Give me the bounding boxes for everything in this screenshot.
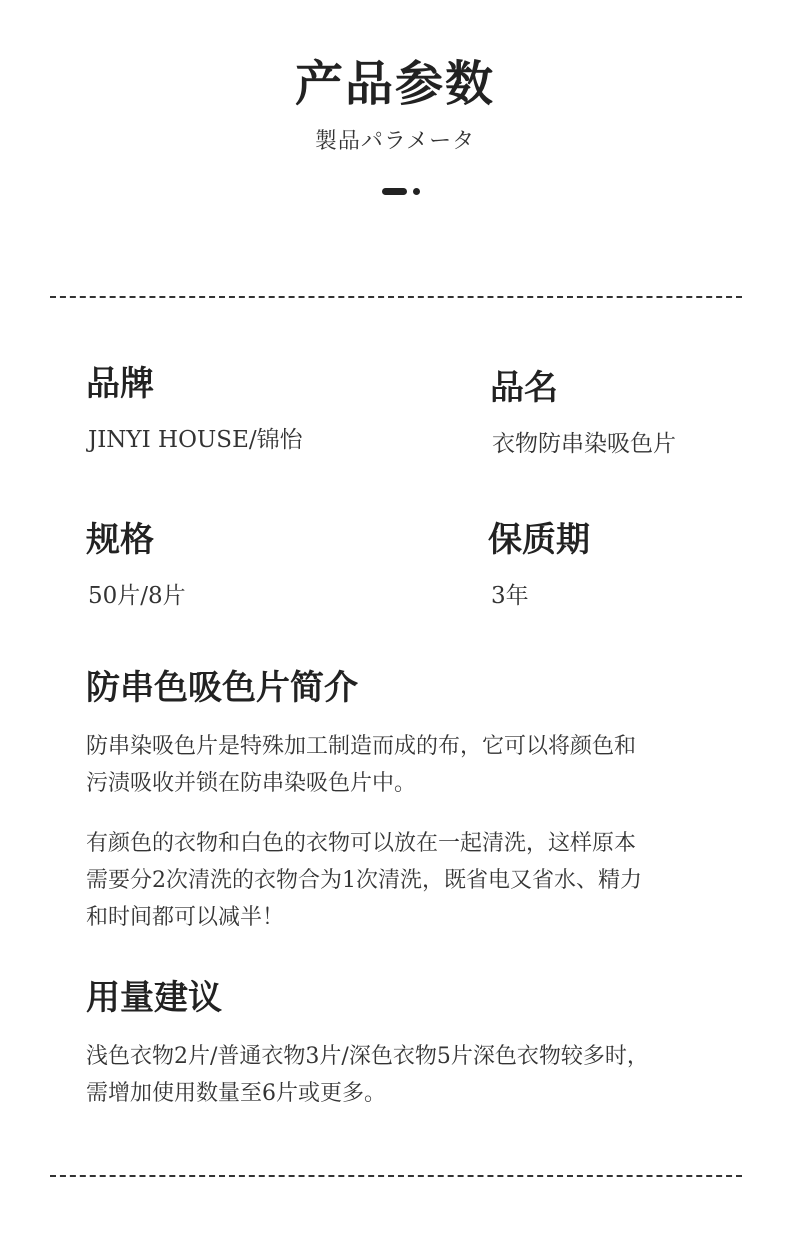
intro-line: 和时间都可以减半！	[86, 905, 285, 930]
usage-line: 需增加使用数量至6片或更多。	[86, 1081, 386, 1106]
indicator-bar-icon	[382, 188, 407, 195]
indicator-dot-icon	[413, 188, 420, 195]
intro-paragraph-1	[86, 728, 726, 802]
product-name-label: 品名	[490, 368, 558, 408]
spec-value: 50片/8片	[88, 583, 186, 609]
intro-line: 防串染吸色片是特殊加工制造而成的布，它可以将颜色和	[86, 734, 637, 759]
product-name-value: 衣物防串染吸色片	[492, 431, 676, 457]
decorative-indicator	[382, 188, 422, 196]
usage-title: 用量建议	[86, 978, 222, 1018]
shelf-life-value: 3年	[491, 583, 529, 609]
intro-paragraph-2	[86, 825, 726, 936]
usage-line: 浅色衣物2片/普通衣物3片/深色衣物5片深色衣物较多时，	[86, 1044, 649, 1069]
brand-value: JINYI HOUSE/锦怡	[88, 427, 303, 453]
usage-paragraph	[86, 1038, 726, 1112]
spec-label: 规格	[86, 520, 154, 560]
page-title: 产品参数	[294, 56, 495, 112]
brand-label: 品牌	[86, 364, 154, 404]
intro-line: 污渍吸收并锁在防串染吸色片中。	[86, 771, 417, 796]
intro-line: 需要分2次清洗的衣物合为1次清洗，既省电又省水、精力	[86, 868, 642, 893]
page-subtitle: 製品パラメータ	[314, 129, 476, 154]
bottom-divider	[50, 1175, 742, 1177]
top-divider	[50, 296, 742, 298]
intro-line: 有颜色的衣物和白色的衣物可以放在一起清洗，这样原本	[86, 831, 637, 856]
shelf-life-label: 保质期	[488, 520, 590, 560]
intro-title: 防串色吸色片简介	[86, 668, 358, 708]
